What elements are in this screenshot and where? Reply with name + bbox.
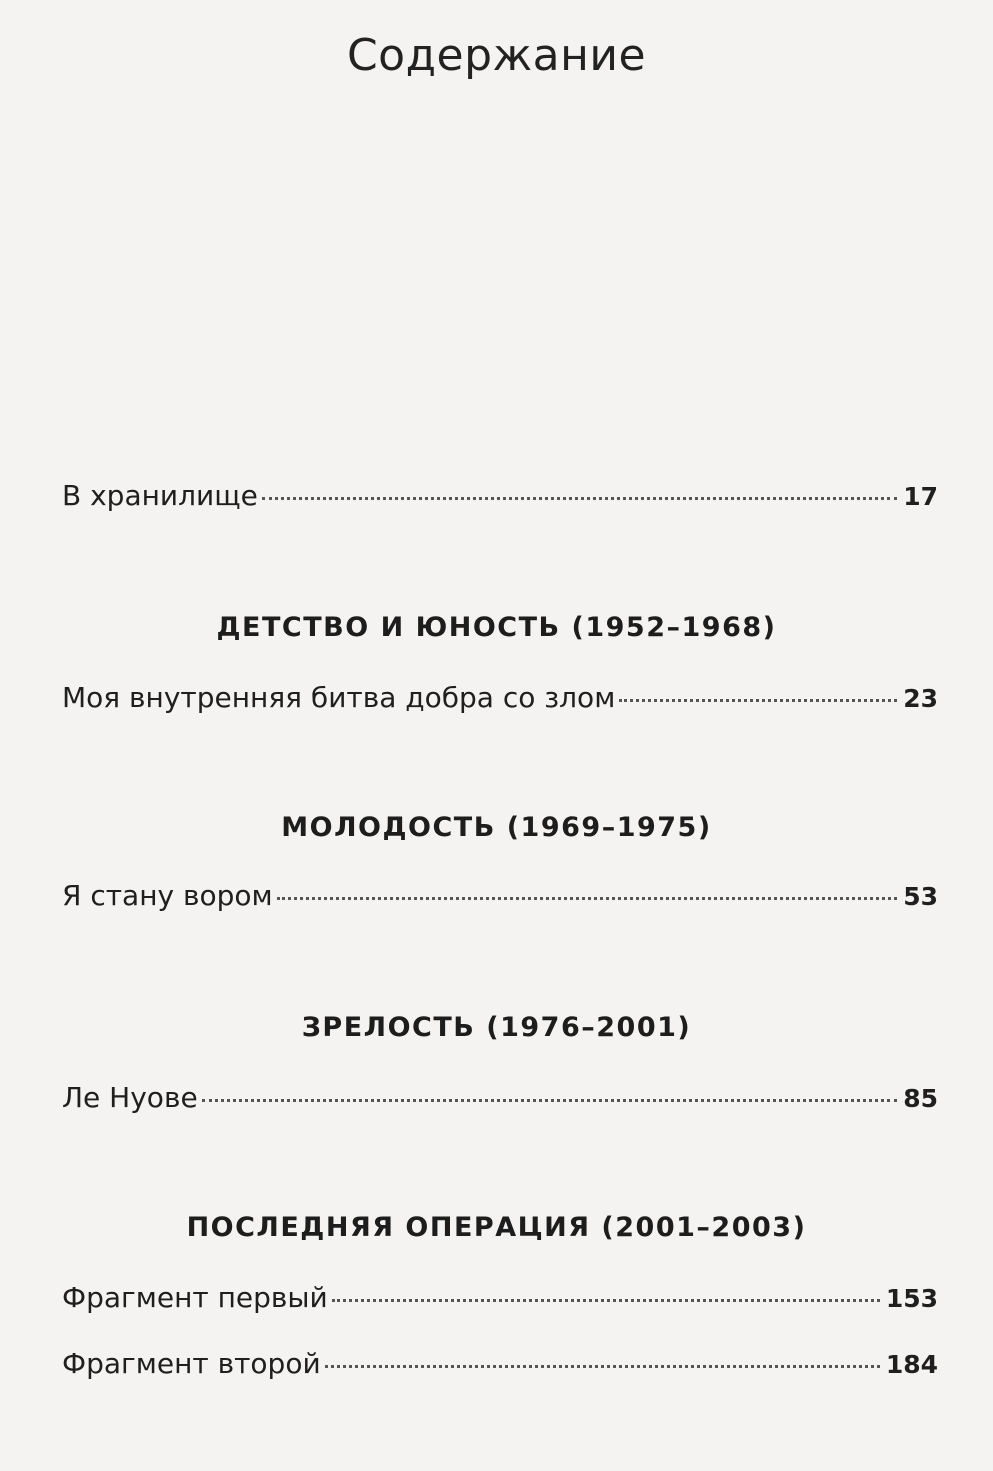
toc-entry-title: Моя внутренняя битва добра со злом — [62, 681, 616, 714]
dot-leader — [619, 699, 897, 702]
toc-entry — [62, 1080, 938, 1117]
toc-entry-page: 153 — [885, 1284, 938, 1313]
toc-entry-title: Фрагмент второй — [62, 1347, 321, 1380]
section-heading: ПОСЛЕДНЯЯ ОПЕРАЦИЯ (2001–2003) — [186, 1212, 807, 1243]
toc-entry-page: 23 — [903, 684, 938, 713]
section-heading: ДЕТСТВО И ЮНОСТЬ (1952–1968) — [216, 612, 777, 643]
section-heading: МОЛОДОСТЬ (1969–1975) — [281, 812, 712, 843]
dot-leader — [202, 1099, 898, 1102]
dot-leader — [277, 897, 898, 900]
dot-leader — [332, 1299, 880, 1302]
toc-entry-title: Я стану вором — [62, 879, 273, 912]
toc-entry-title: В хранилище — [62, 479, 258, 512]
section-heading: ЗРЕЛОСТЬ (1976–2001) — [301, 1012, 692, 1043]
toc-entry-page: 184 — [885, 1350, 938, 1379]
toc-entry — [62, 1346, 938, 1383]
toc-entry — [62, 878, 938, 915]
toc-entry-title: Ле Нуове — [62, 1081, 198, 1114]
toc-entry-title: Фрагмент первый — [62, 1281, 328, 1314]
toc-entry — [62, 1280, 938, 1317]
page-title: Содержание — [346, 30, 647, 81]
toc-entry — [62, 478, 938, 515]
toc-entry-page: 17 — [903, 482, 938, 511]
toc-entry — [62, 680, 938, 717]
toc-entry-page: 85 — [903, 1084, 938, 1113]
dot-leader — [262, 497, 897, 500]
dot-leader — [325, 1365, 880, 1368]
toc-entry-page: 53 — [903, 882, 938, 911]
